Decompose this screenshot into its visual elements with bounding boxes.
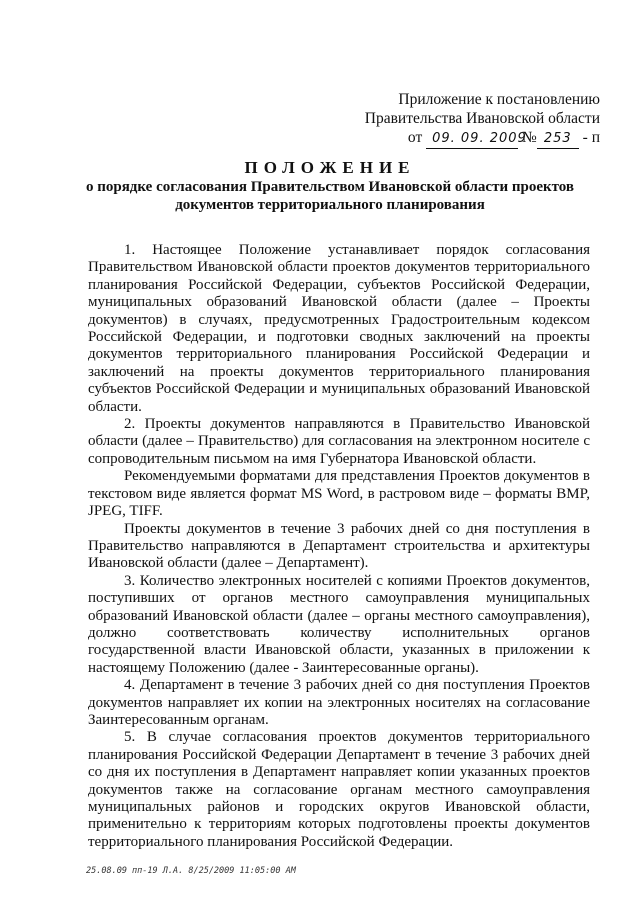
document-title (70, 158, 590, 214)
handwritten-number: 253 (537, 129, 579, 149)
appendix-line-2: Правительства Ивановской области (364, 110, 600, 127)
paragraph-3: Рекомендуемыми форматами для представления Проектов документов в текстовом виде является формат MS Word, в растровом виде – форматы BMP, JPEG, TIFF. (88, 468, 590, 520)
title-heading: ПОЛОЖЕНИЕ (244, 158, 416, 177)
number-label: № (521, 129, 537, 146)
number-suffix: - п (582, 129, 600, 146)
footer-stamp: 25.08.09 пп-19 Л.А. 8/25/2009 11:05:00 AM (86, 866, 296, 876)
paragraph-2: 2. Проекты документов направляются в Правительство Ивановской области (далее – Правительство) для согласования на электронном носителе с сопроводительным письмом на имя Губернатора Ивановской области. (88, 416, 590, 467)
appendix-date-line (350, 128, 600, 149)
paragraph-4: Проекты документов в течение 3 рабочих дней со дня поступления в Правительство направляются в Департамент строительства и архитектуры Ивановской области (далее – Департамент). (88, 520, 590, 572)
paragraph-6: 4. Департамент в течение 3 рабочих дней со дня поступления Проектов документов направляет их копии на электронных носителях на согласование Заинтересованным органам. (88, 677, 590, 728)
paragraph-7: 5. В случае согласования проектов документов территориального планирования Российской Федерации Департамент в течение 3 рабочих дней со дня их поступления в Департамент направляет копии указанных проектов документов также на согласование органам местного самоуправления муниципальных районов и городских округов Ивановской области, применительно к территориям которых подготовлены проекты документов территориального планирования Российской Федерации. (88, 729, 590, 850)
paragraph-1: 1. Настоящее Положение устанавливает порядок согласования Правительством Ивановской области проектов документов территориального планирования Российской Федерации, субъектов Российской Федерации, муниципальных образований Ивановской области (далее – Проекты документов) в случаях, предусмотренных Градостроительным кодексом Российской Федерации, и подготовки сводных заключений на проекты документов территориального планирования Российской Федерации и заключений на проекты документов территориального планирования субъектов Российской Федерации и муниципальных образований Ивановской области. (88, 242, 590, 415)
handwritten-date: 09. 09. 2009 (426, 129, 518, 149)
from-label: от (407, 129, 423, 146)
document-body (88, 242, 590, 851)
paragraph-5: 3. Количество электронных носителей с копиями Проектов документов, поступивших от органов местного самоуправления муниципальных образований Ивановской области (далее – органы местного самоуправления), должно соответствовать количеству исполнительных органов государственной власти Ивановской области, указанных в приложении к настоящему Положению (далее - Заинтересованные органы). (88, 572, 590, 676)
appendix-line-1: Приложение к постановлению (398, 91, 600, 108)
appendix-header (350, 90, 600, 149)
title-subtitle: о порядке согласования Правительством Ивановской области проектов документов территориального планирования (85, 179, 575, 213)
